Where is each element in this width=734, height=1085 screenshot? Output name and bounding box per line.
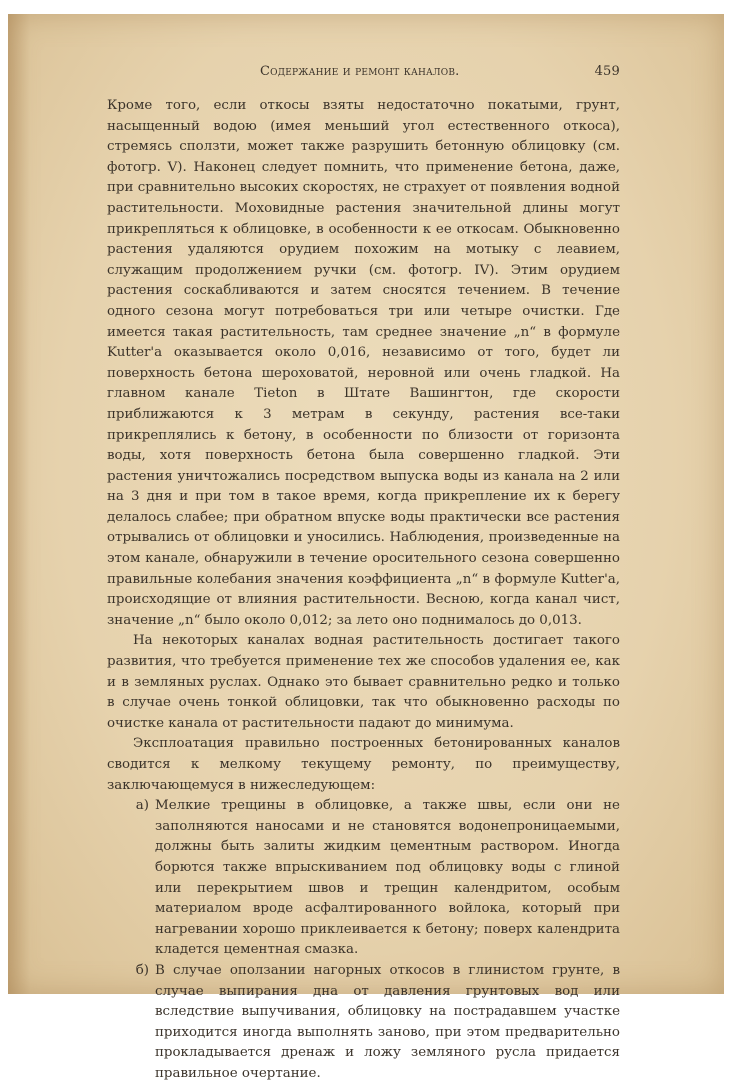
- running-title: Содержание и ремонт каналов.: [260, 64, 460, 79]
- page-body: [107, 96, 620, 1085]
- list-item-a: [107, 796, 620, 961]
- list-marker-a: а): [135, 798, 149, 814]
- list-item-b: [107, 961, 620, 1085]
- list-text-a: Мелкие трещины в облицовке, а также швы, если они не заполняются наносами и не становятся водонепроницаемыми, должны быть залиты жидким цементным раствором. Иногда борются также впрыскиванием под облицовку воды с глиной или перекрытием швов и трещин календритом, особым материалом вроде асфалтированного войлока, который при нагревании хорошо приклеивается к бетону; поверх календрита кладется цементная смазка.: [155, 798, 620, 958]
- list-text-b: В случае оползании нагорных откосов в глинистом грунте, в случае выпирания дна от давления грунтовых вод или вследствие выпучивания, облицовку на пострадавшем участке приходится иногда выполнять заново, при этом предварительно прокладывается дренаж и ложу земляного русла придается правильное очертание.: [155, 962, 620, 1081]
- paragraph-3: Эксплоатация правильно построенных бетонированных каналов сводится к мелкому текущему ремонту, по преимуществу, заключающемуся в нижеследующем:: [107, 736, 620, 793]
- page-spine-shadow: [8, 14, 30, 994]
- paragraph-1: Кроме того, если откосы взяты недостаточно покатыми, грунт, насыщенный водою (имея меньший угол естественного откоса), стремясь сползти, может также разрушить бетонную облицовку (см. фотогр. V). Наконец следует помнить, что применение бетона, даже, при сравнительно высоких скоростях, не страхует от появления водной растительности. Моховидные растения значительной длины могут прикрепляться к облицовке, в особенности к ее откосам. Обыкновенно растения удаляются орудием похожим на мотыку с леавием, служащим продолжением ручки (см. фотогр. IV). Этим орудием растения соскабливаются и затем сносятся течением. В течение одного сезона могут потребоваться три или четыре очистки. Где имеется такая растительность, там среднее значение „n“ в формуле Kutter'а оказывается около 0,016, независимо от того, будет ли поверхность бетона шероховатой, неровной или очень гладкой. На главном канале Tieton в Штате Вашингтон, где скорости приближаются к 3 метрам в секунду, растения все-таки прикреплялись к бетону, в особенности по близости от горизонта воды, хотя поверхность бетона была совершенно гладкой. Эти растения уничтожались посредством выпуска воды из канала на 2 или на 3 дня и при том в такое время, когда прикрепление их к берегу делалось слабее; при обратном впуске воды практически все растения отрывались от облицовки и уносились. Наблюдения, произведенные на этом канале, обнаружили в течение оросительного сезона совершенно правильные колебания значения коэффициента „n“ в формуле Kutter'а, происходящие от влияния растительности. Весною, когда канал чист, значение „n“ было около 0,012; за лето оно поднималось до 0,013.: [107, 98, 620, 628]
- list-marker-b: б): [135, 962, 149, 978]
- page-number: 459: [594, 64, 620, 79]
- paragraph-2: На некоторых каналах водная растительность достигает такого развития, что требуется применение тех же способов удаления ее, как и в земляных руслах. Однако это бывает сравнительно редко и только в случае очень тонкой облицовки, так что обыкновенно расходы по очистке канала от растительности падают до минимума.: [107, 633, 620, 731]
